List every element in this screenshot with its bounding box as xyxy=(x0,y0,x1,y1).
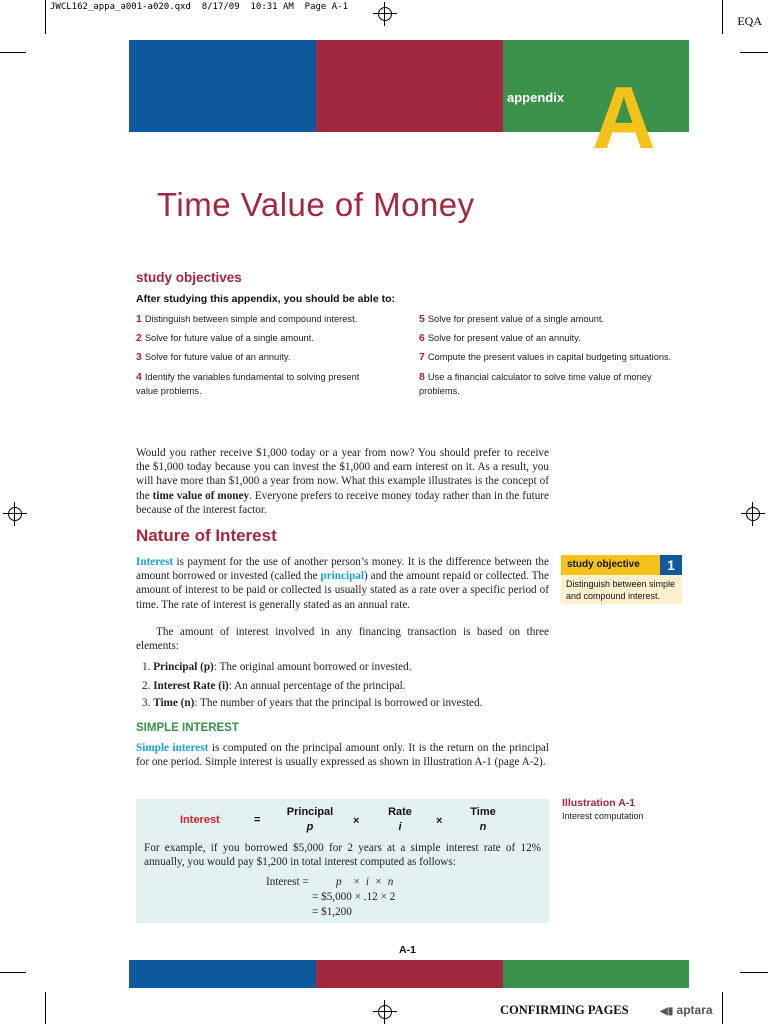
element-item: 3. Time (n): The number of years that the principal is borrowed or invested. xyxy=(142,697,483,709)
calc-line: p × i × n xyxy=(336,876,394,888)
appendix-letter: A xyxy=(592,68,656,167)
formula-interest: Interest xyxy=(180,814,220,826)
aptara-icon: ◀▮ xyxy=(660,1006,674,1017)
crop-mark xyxy=(722,992,723,1024)
interest-definition: Interest is payment for the use of another person’s money. It is the difference between the amount borrowed or invested (called the principal) and the amount repaid or collected. The amount of interest to be paid or collected is usually stated as a rate over a specific period of time. The rate of interest is generally stated as an annual rate. xyxy=(136,556,549,611)
calc-line: = $5,000 × .12 × 2 xyxy=(312,891,396,903)
objective-item: 8 Use a financial calculator to solve time value of money problems. xyxy=(419,371,652,396)
study-objective-text: Distinguish between simple and compound interest. xyxy=(566,579,676,601)
formula-p: p xyxy=(306,821,314,833)
elements-intro: The amount of interest involved in any financing transaction is based on three elements: xyxy=(136,626,549,653)
study-objective-number: 1 xyxy=(660,555,682,575)
crop-mark xyxy=(740,972,768,973)
subsection-heading: SIMPLE INTEREST xyxy=(136,722,239,734)
objective-item: 3 Solve for future value of an annuity. xyxy=(136,351,291,363)
formula-i: i xyxy=(398,821,402,833)
crop-mark xyxy=(45,992,46,1024)
registration-mark-top xyxy=(373,2,397,26)
crop-mark xyxy=(722,0,723,34)
page-title: Time Value of Money xyxy=(157,186,475,223)
objective-item: 6 Solve for present value of an annuity. xyxy=(419,332,581,344)
crop-mark xyxy=(0,972,26,973)
formula-times: × xyxy=(436,815,443,827)
objective-item: 4 Identify the variables fundamental to solving present value problems. xyxy=(136,371,360,396)
registration-mark-right xyxy=(741,502,765,526)
file-slug: JWCL162_appa_a001-a020.qxd 8/17/09 10:31 AM Page A-1 xyxy=(50,2,349,12)
banner-label: appendix xyxy=(507,90,565,105)
confirming-pages-label: CONFIRMING PAGES xyxy=(500,1003,629,1017)
aptara-logo: ◀▮ aptara xyxy=(660,1003,713,1017)
element-item: 2. Interest Rate (i): An annual percentage of the principal. xyxy=(142,680,406,692)
crop-mark xyxy=(45,0,46,34)
crop-mark xyxy=(0,52,26,53)
formula-time: Time xyxy=(470,806,496,818)
objective-item: 7 Compute the present values in capital budgeting situations. xyxy=(419,351,672,363)
formula-n: n xyxy=(479,821,487,833)
page-number: A-1 xyxy=(399,944,416,956)
registration-mark-bottom xyxy=(373,1000,397,1024)
banner-blue xyxy=(129,40,316,132)
section-heading: Nature of Interest xyxy=(136,526,277,545)
objective-item: 1 Distinguish between simple and compound interest. xyxy=(136,313,358,325)
example-paragraph: For example, if you borrowed $5,000 for 2 years at a simple interest rate of 12% annually, you would pay $1,200 in total interest computed as follows: xyxy=(144,842,541,869)
intro-paragraph: Would you rather receive $1,000 today or a year from now? You should prefer to receive the $1,000 today because you can invest the $1,000 and earn interest on it. As a result, you will have more than $1,000 a year from now. What this example illustrates is the concept of the time value of money. Everyone prefers to receive money today rather than in the future because of the interest factor. xyxy=(136,447,549,516)
calc-line: = $1,200 xyxy=(312,906,352,918)
study-objective-tag: study objective xyxy=(561,555,660,575)
calc-line-label: Interest = xyxy=(266,876,309,888)
footer-bar-red xyxy=(316,960,503,988)
study-objectives-heading: study objectives xyxy=(136,270,242,285)
illustration-box xyxy=(136,799,549,923)
formula-times: × xyxy=(353,815,360,827)
footer-bar-green xyxy=(503,960,689,988)
formula-rate: Rate xyxy=(388,806,412,818)
study-objectives-intro: After studying this appendix, you should be able to: xyxy=(136,293,396,305)
formula-equals: = xyxy=(254,814,261,826)
simple-interest-keyword: Simple interest xyxy=(136,742,209,754)
banner-red xyxy=(316,40,503,132)
objective-item: 5 Solve for present value of a single amount. xyxy=(419,313,605,325)
illustration-caption: Interest computation xyxy=(562,811,644,821)
principal-keyword: principal xyxy=(320,570,364,583)
element-item: 1. Principal (p): The original amount borrowed or invested. xyxy=(142,661,412,673)
simple-interest-paragraph: Simple interest is computed on the principal amount only. It is the return on the principal for one period. Simple interest is usually expressed as shown in Illustration A-1 (page A-2). xyxy=(136,742,549,769)
illustration-label: Illustration A-1 xyxy=(562,797,636,809)
registration-mark-left xyxy=(3,502,27,526)
crop-mark xyxy=(740,52,768,53)
objective-item: 2 Solve for future value of a single amount. xyxy=(136,332,314,344)
corner-tag: EQA xyxy=(737,14,762,28)
formula-principal: Principal xyxy=(286,806,334,818)
footer-bar-blue xyxy=(129,960,316,988)
interest-keyword: Interest xyxy=(136,556,174,568)
